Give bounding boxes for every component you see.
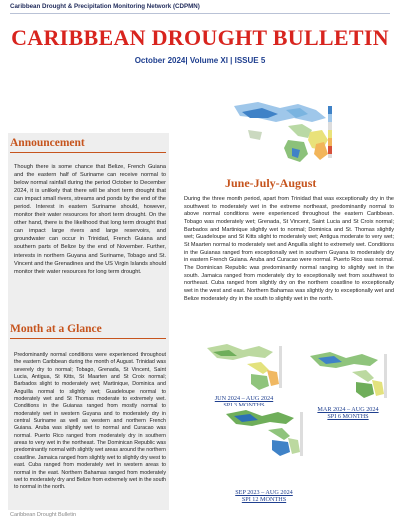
map-3-spi: SPI 12 MONTHS bbox=[241, 496, 287, 503]
footer-text: Caribbean Drought Bulletin bbox=[10, 512, 77, 518]
header-divider bbox=[10, 13, 390, 14]
map-1-period: JUN 2024 – AUG 2024 bbox=[214, 395, 274, 402]
spi-map-6-months bbox=[306, 348, 390, 404]
spi-map-12-months bbox=[222, 406, 306, 462]
month-glance-text: Predominantly normal conditions were experienced throughout the eastern Caribbean during the month of August. Trinidad was severely dry to normal; Tobago, Grenada, St Vincent, Saint Lucia, Antigua, St Kitts, St Maarten and St Croix normal; Barbados slight to moderately wet; Martinique, Dominica and Anguilla normal to slightly wet; Guadeloupe normal to moderately wet and St Thomas moderate to extremely wet. Conditions in the Guianas ranged from mostly normal to moderately wet in western Guyana and to moderately dry in central Suriname as well as western and northern French Guiana. Aruba was slightly wet to normal and Curacao was normal. Puerto Rico ranged from moderately dry in southern areas to very wet in the northeast. The Dominican Republic was predominantly normal with slightly wet areas around the northern coastline. Jamaica ranged from slightly wet to slightly dry west to east. Cuba ranged from moderately wet in western areas to normal in the east. Northern Bahamas ranged from moderately wet to moderately dry and Belize from extremely wet in the south to normal in the north. bbox=[14, 352, 166, 491]
map-3-caption bbox=[216, 489, 312, 503]
network-name: Caribbean Drought & Precipitation Monitoring Network (CDPMN) bbox=[10, 3, 200, 10]
map-2-spi: SPI 6 MONTHS bbox=[327, 413, 369, 420]
map-2-caption bbox=[300, 406, 396, 420]
announcement-heading: Announcement bbox=[10, 137, 85, 149]
announcement-text: Though there is some chance that Belize, French Guiana and the eastern half of Suriname can receive normal to below normal rainfall during the period October to December 2024, it is unlikely that there will be short term drought that can impact small rivers, streams and ponds by the end of the period. Interest in eastern Suriname should, however, monitor their water resources for short term drought. On the other hand, there is the likelihood that long term drought that can impact large rivers and large reservoirs, and groundwater can occur in Trinidad, French Guiana and southern parts of Belize by the end of November. Further, interests in northern Guyana and Suriname, Tobago and St. Vincent and the Grenadines and the US Virgin Islands should monitor their water resources for long term drought. bbox=[14, 164, 166, 275]
jja-heading: June-July-August bbox=[225, 176, 317, 190]
spi-map-3-months bbox=[203, 340, 285, 394]
issue-line: October 2024| Volume XI | ISSUE 5 bbox=[134, 56, 266, 65]
month-glance-heading: Month at a Glance bbox=[10, 323, 102, 335]
month-glance-rule bbox=[10, 338, 166, 339]
announcement-rule bbox=[10, 152, 166, 153]
jja-text: During the three month period, apart from Trinidad that was exceptionally dry in the southwest to moderately wet in the extreme northeast, predominantly normal to above normal conditions were experienced throughout the eastern Caribbean. Tobago was moderately wet; Grenada, St Vincent, Saint Lucia and St Croix normal; Barbados and Martinique slightly wet to normal; Dominica and St. Thomas slightly wet; Guadeloupe and St Kitts slight to moderately wet; Antigua moderate to very wet; St Maarten normal to moderately wet and Anguilla slight to extremely wet. Conditions in the Guianas ranged from exceptionally wet in southern Guyana to moderately dry in eastern French Guiana. Aruba and Curacao were normal. Puerto Rico was normal. The Dominican Republic was predominantly normal ranging to slightly wet in the south. Jamaica ranged from moderately dry to exceptionally wet from southwest to northeast. Cuba ranged from slightly dry on the northern coastline to exceptionally wet in the west and east. Northern Bahamas was slightly dry to exceptionally wet and Belize moderately dry in the south to slightly wet in the north. bbox=[184, 196, 394, 302]
spi-map-august bbox=[228, 96, 338, 168]
map-2-period: MAR 2024 – AUG 2024 bbox=[317, 406, 379, 413]
map-3-period: SEP 2023 – AUG 2024 bbox=[235, 489, 293, 496]
bulletin-title: CARIBBEAN DROUGHT BULLETIN bbox=[11, 25, 389, 50]
